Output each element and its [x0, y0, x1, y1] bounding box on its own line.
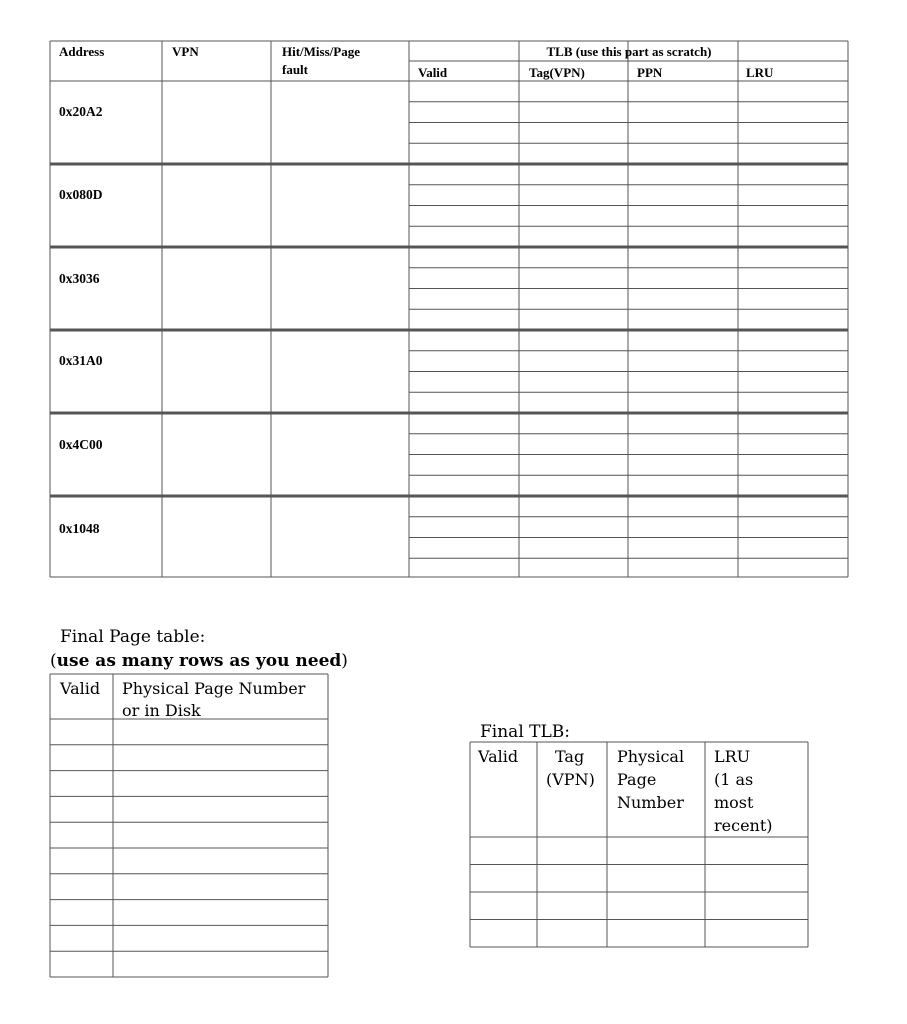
final-tlb-lru-header-line2: (1 as — [714, 770, 754, 789]
address-cell: 0x31A0 — [59, 353, 103, 368]
page-table-valid-header: Valid — [60, 679, 101, 698]
final-tlb-ppn-header-line3: Number — [617, 793, 684, 812]
final-tlb-ppn-header-line1: Physical — [617, 747, 685, 766]
page-table-ppn-header-line1: Physical Page Number — [122, 679, 306, 698]
tlb-valid-header: Valid — [418, 65, 448, 80]
hit-miss-header-line1: Hit/Miss/Page — [282, 44, 360, 59]
address-cell: 0x4C00 — [59, 437, 103, 452]
final-tlb-lru-header-line4: recent) — [714, 816, 773, 835]
hit-miss-header-line2: fault — [282, 62, 308, 77]
vpn-header: VPN — [172, 44, 199, 59]
final-tlb-lru-header-line1: LRU — [714, 747, 751, 766]
final-tlb-lru-header-line3: most — [714, 793, 754, 812]
address-cell: 0x080D — [59, 187, 103, 202]
final-tlb-valid-header: Valid — [478, 747, 519, 766]
tlb-ppn-header: PPN — [637, 65, 663, 80]
address-cell: 0x20A2 — [59, 104, 103, 119]
final-tlb-tag-header-line2: (VPN) — [546, 770, 595, 789]
tlb-lru-header: LRU — [746, 65, 774, 80]
address-cell: 0x1048 — [59, 521, 100, 536]
page-table-instruction: (use as many rows as you need) — [50, 651, 348, 671]
address-header: Address — [59, 44, 105, 59]
final-tlb-ppn-header-line2: Page — [617, 770, 657, 789]
page-table-title: Final Page table: — [60, 627, 206, 647]
tlb-scratch-group-header: TLB (use this part as scratch) — [546, 44, 712, 59]
final-tlb-tag-header-line1: Tag — [555, 747, 585, 766]
address-cell: 0x3036 — [59, 271, 100, 286]
final-tlb-title: Final TLB: — [480, 722, 571, 742]
tlb-tag-header: Tag(VPN) — [529, 65, 585, 80]
page-table-ppn-header-line2: or in Disk — [122, 701, 201, 720]
